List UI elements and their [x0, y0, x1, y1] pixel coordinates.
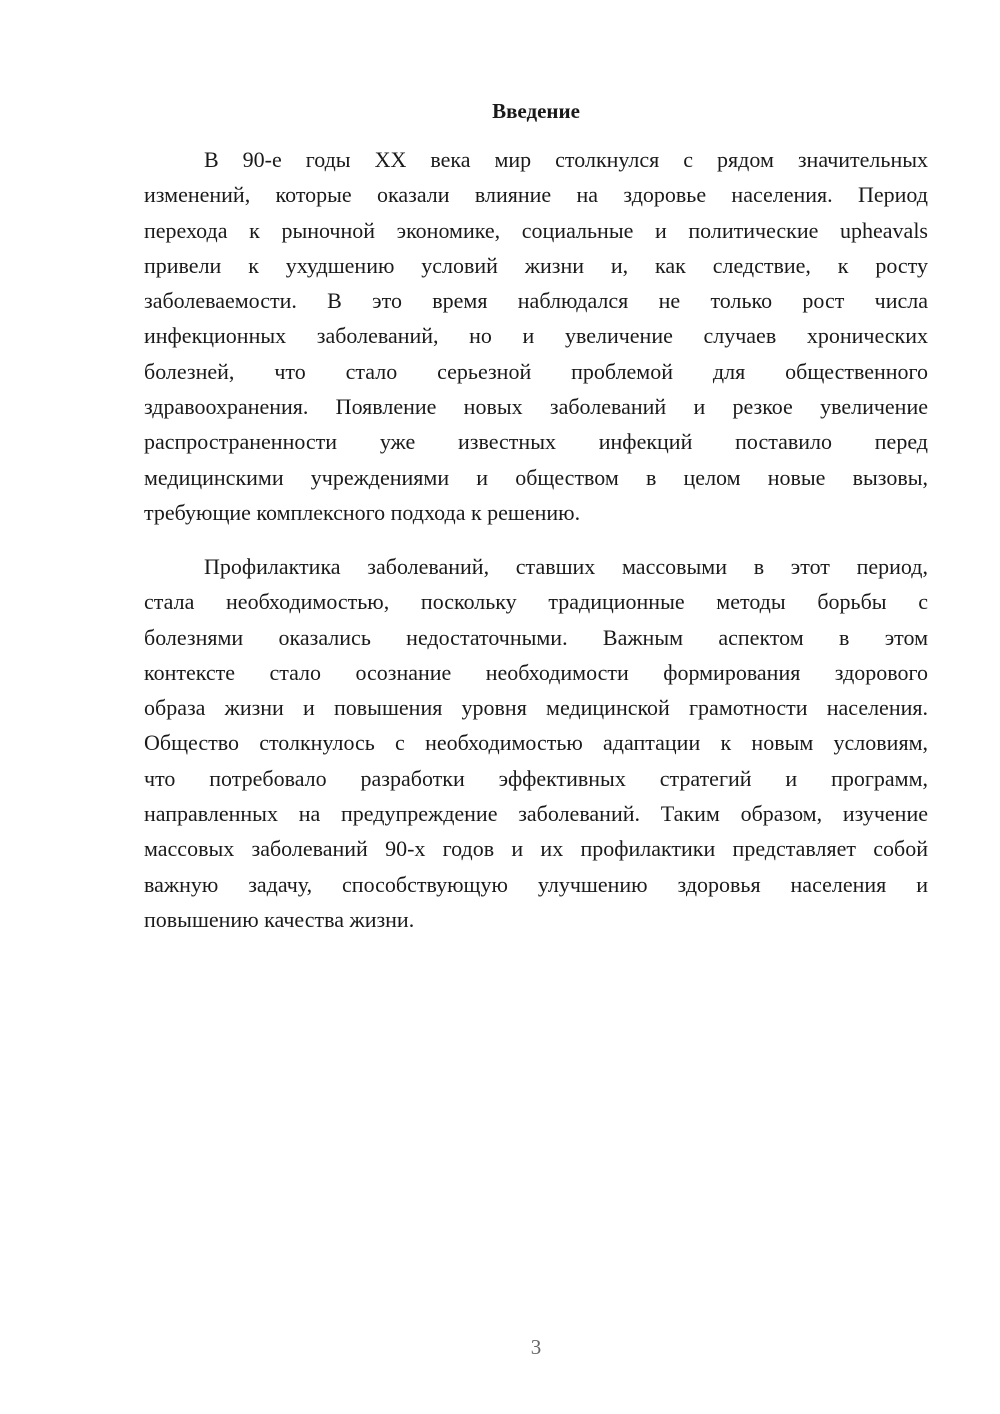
paragraph-line: что потребовало разработки эффективных стратегий и программ,: [144, 765, 928, 791]
paragraph-line: распространенности уже известных инфекций поставило перед: [144, 429, 928, 455]
paragraph-line: В 90-е годы XX века мир столкнулся с рядом значительных: [204, 147, 928, 172]
paragraph-2: [144, 549, 928, 937]
paragraph-line: инфекционных заболеваний, но и увеличение случаев хронических: [144, 323, 928, 349]
paragraph-1: [144, 142, 928, 530]
paragraph-line: контексте стало осознание необходимости формирования здорового: [144, 659, 928, 685]
paragraph-line: Общество столкнулось с необходимостью адаптации к новым условиям,: [144, 730, 928, 756]
paragraph-line: образа жизни и повышения уровня медицинской грамотности населения.: [144, 695, 928, 721]
paragraph-line: болезнями оказались недостаточными. Важным аспектом в этом: [144, 624, 928, 650]
paragraph-line: Профилактика заболеваний, ставших массовыми в этот период,: [204, 554, 928, 579]
section-heading: Введение: [492, 99, 580, 123]
page-number: 3: [530, 1335, 542, 1359]
paragraph-line: привели к ухудшению условий жизни и, как следствие, к росту: [144, 252, 928, 278]
paragraph-line: стала необходимостью, поскольку традиционные методы борьбы с: [144, 589, 928, 615]
paragraph-line: направленных на предупреждение заболеваний. Таким образом, изучение: [144, 801, 928, 827]
paragraph-line: изменений, которые оказали влияние на здоровье населения. Период: [144, 182, 928, 208]
paragraph-line: заболеваемости. В это время наблюдался не только рост числа: [144, 288, 928, 314]
paragraph-line: болезней, что стало серьезной проблемой для общественного: [144, 358, 928, 384]
paragraph-line: массовых заболеваний 90-х годов и их профилактики представляет собой: [144, 836, 928, 862]
paragraph-line: важную задачу, способствующую улучшению здоровья населения и: [144, 871, 928, 897]
paragraph-line: требующие комплексного подхода к решению.: [144, 499, 581, 525]
paragraph-line: здравоохранения. Появление новых заболеваний и резкое увеличение: [144, 394, 928, 420]
paragraph-line: медицинскими учреждениями и обществом в целом новые вызовы,: [144, 464, 928, 490]
paragraph-line: повышению качества жизни.: [144, 906, 415, 932]
paragraph-line: перехода к рыночной экономике, социальные и политические upheavals: [144, 217, 928, 243]
